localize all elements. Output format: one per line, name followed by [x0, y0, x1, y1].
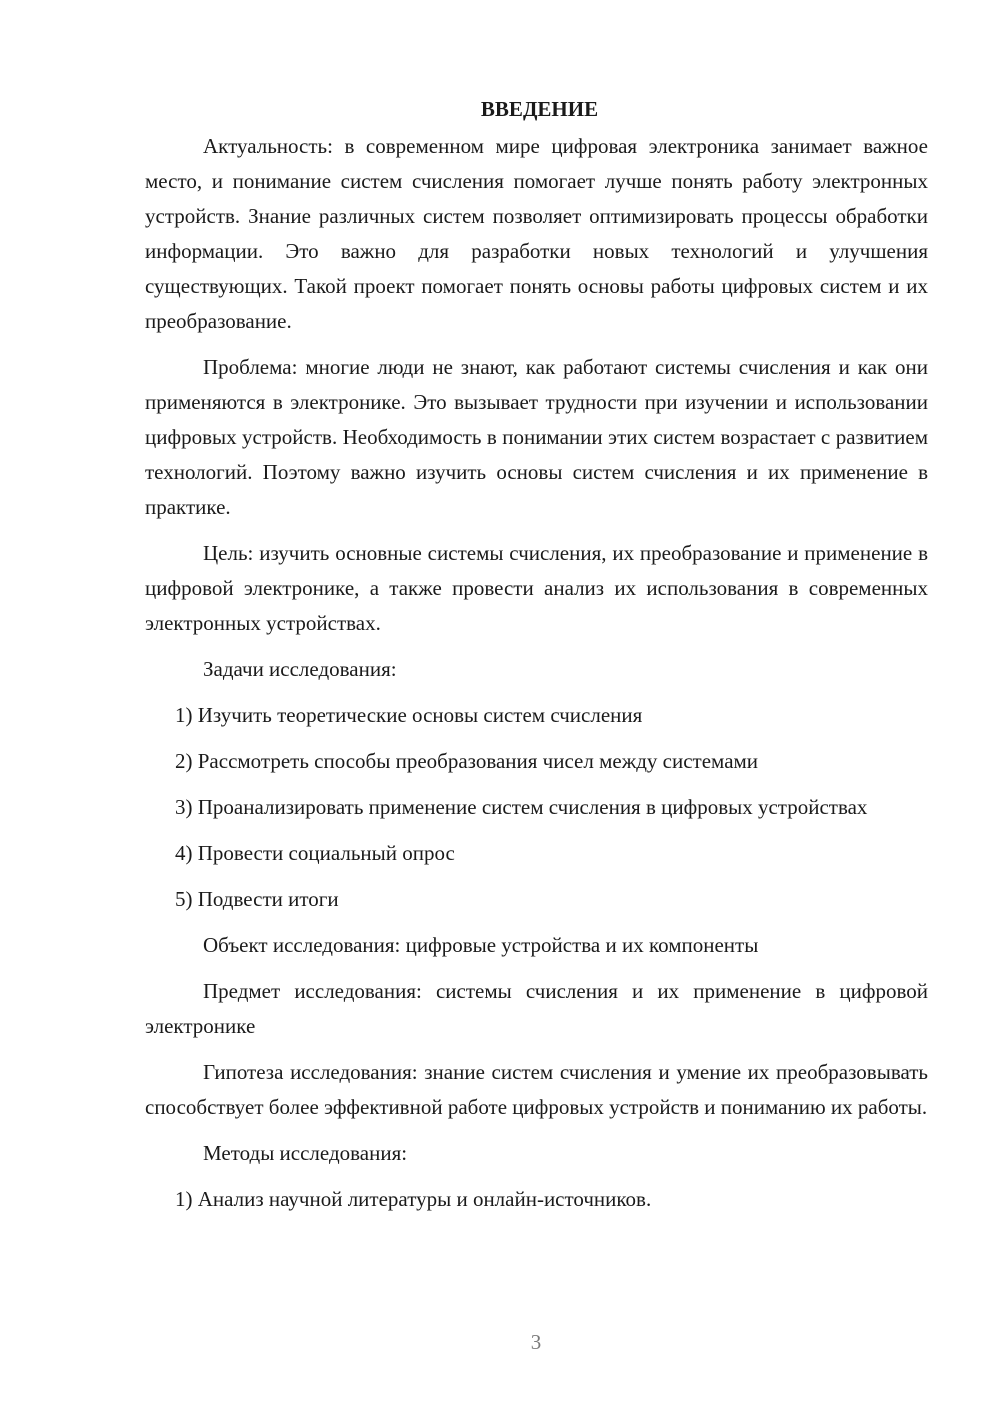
goal-paragraph: Цель: изучить основные системы счисления, их преобразование и применение в цифровой электронике, а также провести анализ их использования в современных электронных устройствах.: [145, 541, 928, 635]
task-item: 5) Подвести итоги: [175, 887, 339, 911]
task-item: 3) Проанализировать применение систем счисления в цифровых устройствах: [175, 795, 868, 819]
relevance-paragraph: Актуальность: в современном мире цифровая электроника занимает важное место, и понимание систем счисления помогает лучше понять работу электронных устройств. Знание различных систем позволяет оптимизировать процессы обработки информации. Это важно для разработки новых технологий и улучшения существующих. Такой проект помогает понять основы работы цифровых систем и их преобразование.: [145, 134, 928, 333]
object-paragraph: Объект исследования: цифровые устройства и их компоненты: [203, 933, 759, 957]
task-item: 4) Провести социальный опрос: [175, 841, 455, 865]
task-item: 1) Изучить теоретические основы систем счисления: [175, 703, 643, 727]
hypothesis-paragraph: Гипотеза исследования: знание систем счисления и умение их преобразовывать способствует более эффективной работе цифровых устройств и пониманию их работы.: [145, 1060, 928, 1119]
method-item: 1) Анализ научной литературы и онлайн-источников.: [175, 1187, 652, 1211]
subject-paragraph: Предмет исследования: системы счисления и их применение в цифровой электронике: [145, 979, 928, 1038]
page-number: 3: [530, 1330, 542, 1354]
task-item: 2) Рассмотреть способы преобразования чисел между системами: [175, 749, 759, 773]
document-page: [145, 92, 928, 1228]
methods-title: Методы исследования:: [203, 1141, 408, 1165]
section-heading: ВВЕДЕНИЕ: [480, 97, 599, 121]
tasks-title: Задачи исследования:: [203, 657, 397, 681]
problem-paragraph: Проблема: многие люди не знают, как работают системы счисления и как они применяются в электронике. Это вызывает трудности при изучении и использовании цифровых устройств. Необходимость в понимании этих систем возрастает с развитием технологий. Поэтому важно изучить основы систем счисления и их применение в практике.: [145, 355, 928, 519]
